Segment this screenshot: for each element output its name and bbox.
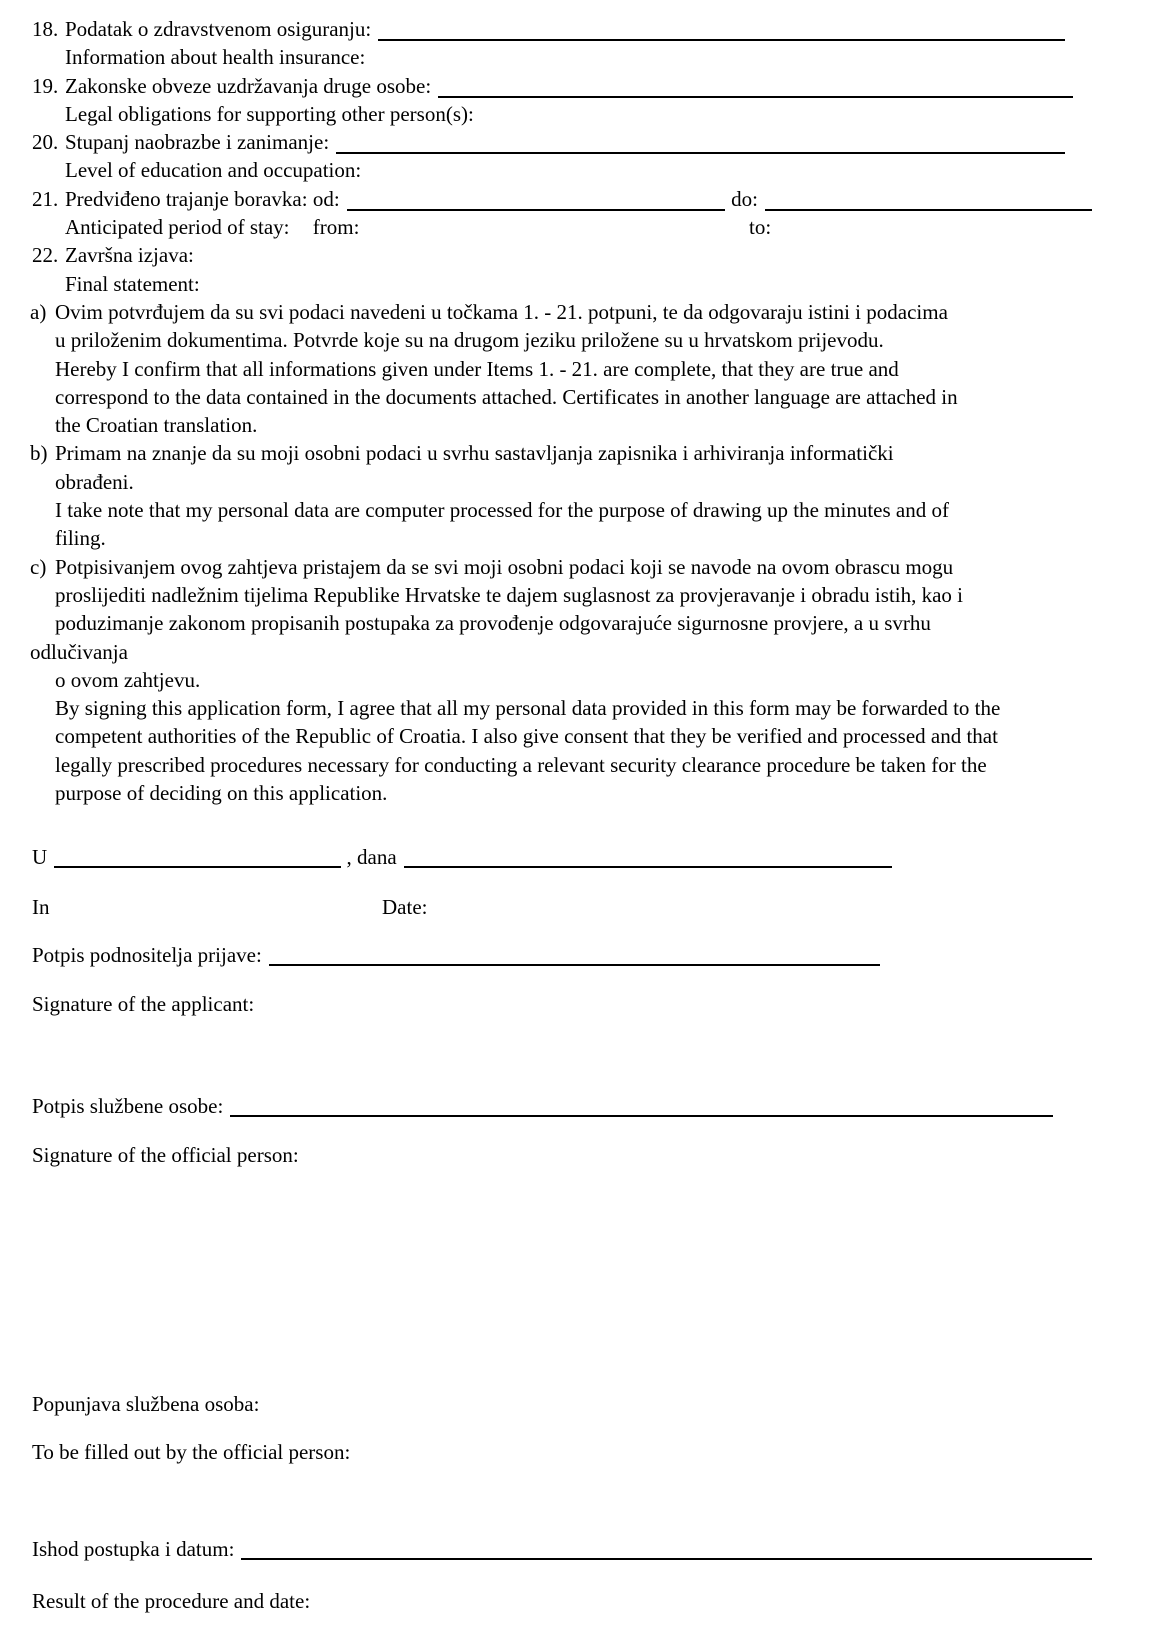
statement-c-label: c) xyxy=(30,554,47,579)
item-number: 22. xyxy=(32,243,59,268)
item-21-to-blank-line xyxy=(765,185,1092,211)
statement-a-line: Hereby I confirm that all informations given under Items 1. - 21. are complete, that they are true and xyxy=(55,356,899,381)
statement-b-label: b) xyxy=(30,441,48,466)
statement-c-line: legally prescribed procedures necessary for conducting a relevant security clearance procedure be taken for the xyxy=(55,752,987,777)
date-label-en: Date: xyxy=(382,895,428,919)
procedure-result-label-hr: Ishod postupka i datum: xyxy=(32,1537,235,1561)
statement-c xyxy=(0,553,1171,808)
item-20-label-en: Level of education and occupation: xyxy=(65,158,362,183)
date-label-hr: , dana xyxy=(346,845,397,869)
form-item-20 xyxy=(0,128,1171,185)
statement-b xyxy=(0,439,1171,552)
item-19-blank-line xyxy=(438,72,1073,98)
item-18-label-hr: Podatak o zdravstvenom osiguranju: xyxy=(65,17,372,41)
item-number: 19. xyxy=(32,73,59,98)
applicant-signature-blank-line xyxy=(269,941,880,966)
applicant-signature-label-hr: Potpis podnositelja prijave: xyxy=(32,943,262,967)
item-19-label-hr: Zakonske obveze uzdržavanja druge osobe: xyxy=(65,73,432,98)
statement-a-line: u priloženim dokumentima. Potvrde koje su na drugom jeziku priložene su u hrvatskom prijevodu. xyxy=(55,328,884,353)
item-number: 21. xyxy=(32,186,59,211)
item-18-label-en: Information about health insurance: xyxy=(65,45,366,70)
official-signature-row xyxy=(32,1092,1171,1120)
item-22-label-hr: Završna izjava: xyxy=(65,243,194,268)
item-18-blank-line xyxy=(378,15,1065,41)
item-21-label-hr: Predviđeno trajanje boravka: od: xyxy=(65,186,340,211)
statement-c-line: proslijediti nadležnim tijelima Republike Hrvatske te dajem suglasnost za provjeravanje i obradu istih, kao i xyxy=(55,582,964,607)
item-22-label-en: Final statement: xyxy=(65,271,200,296)
official-section-label-hr: Popunjava službena osoba: xyxy=(32,1392,260,1416)
place-label-hr: U xyxy=(32,845,48,869)
statement-a-line: correspond to the data contained in the documents attached. Certificates in another language are attached in xyxy=(55,384,958,409)
statement-c-line: competent authorities of the Republic of Croatia. I also give consent that they be verified and processed and that xyxy=(55,724,998,749)
item-21-from-label-en: from: xyxy=(312,215,360,240)
date-blank-line xyxy=(404,843,892,868)
item-19-label-en: Legal obligations for supporting other person(s): xyxy=(65,101,474,126)
statement-c-line: poduzimanje zakonom propisanih postupaka za provođenje odgovarajuće sigurnosne provjere, a u svrhu xyxy=(55,611,931,636)
place-date-row-en xyxy=(32,893,1171,921)
statement-b-line: I take note that my personal data are computer processed for the purpose of drawing up the minutes and of xyxy=(55,498,949,523)
place-blank-line xyxy=(54,843,340,868)
official-signature-label-hr: Potpis službene osobe: xyxy=(32,1094,224,1118)
procedure-result-label-en: Result of the procedure and date: xyxy=(32,1589,311,1613)
form-item-18 xyxy=(0,15,1171,72)
official-signature-blank-line xyxy=(230,1092,1053,1117)
form-item-22 xyxy=(0,241,1171,298)
statement-c-line: odlučivanja xyxy=(30,639,128,664)
form-item-21 xyxy=(0,185,1171,242)
statement-c-line: By signing this application form, I agree that all my personal data provided in this form may be forwarded to the xyxy=(55,696,1001,721)
item-21-from-blank-line xyxy=(347,185,725,211)
form-item-19 xyxy=(0,72,1171,129)
statement-a xyxy=(0,298,1171,439)
statement-b-line: Primam na znanje da su moji osobni podaci u svrhu sastavljanja zapisnika i arhiviranja informatički xyxy=(55,441,894,466)
procedure-result-row xyxy=(32,1535,1171,1563)
statement-b-line: obrađeni. xyxy=(55,469,134,494)
procedure-result-blank-line xyxy=(241,1535,1092,1560)
item-20-label-hr: Stupanj naobrazbe i zanimanje: xyxy=(65,130,330,155)
statement-c-line: o ovom zahtjevu. xyxy=(55,667,201,692)
statement-a-label: a) xyxy=(30,299,47,324)
item-21-do-label: do: xyxy=(731,186,758,211)
applicant-signature-label-en: Signature of the applicant: xyxy=(32,992,255,1016)
item-number: 20. xyxy=(32,130,59,155)
applicant-signature-row xyxy=(32,941,1171,969)
statement-c-line: Potpisivanjem ovog zahtjeva pristajem da se svi moji osobni podaci koji se navode na ovom obrascu mogu xyxy=(55,554,954,579)
statement-a-line: the Croatian translation. xyxy=(55,413,258,438)
official-signature-label-en: Signature of the official person: xyxy=(32,1143,299,1167)
place-label-en: In xyxy=(32,895,50,919)
place-date-row xyxy=(32,843,1171,871)
item-21-label-en: Anticipated period of stay: xyxy=(65,215,290,240)
item-20-blank-line xyxy=(336,128,1065,154)
statement-b-line: filing. xyxy=(55,526,106,551)
statement-a-line: Ovim potvrđujem da su svi podaci navedeni u točkama 1. - 21. potpuni, te da odgovaraju istini i podacima xyxy=(55,299,948,324)
statement-c-line: purpose of deciding on this application. xyxy=(55,781,388,806)
official-section-label-en: To be filled out by the official person: xyxy=(32,1440,351,1464)
item-21-to-label-en: to: xyxy=(749,215,772,240)
form-items-and-statements xyxy=(0,15,1171,807)
item-number: 18. xyxy=(32,17,59,41)
